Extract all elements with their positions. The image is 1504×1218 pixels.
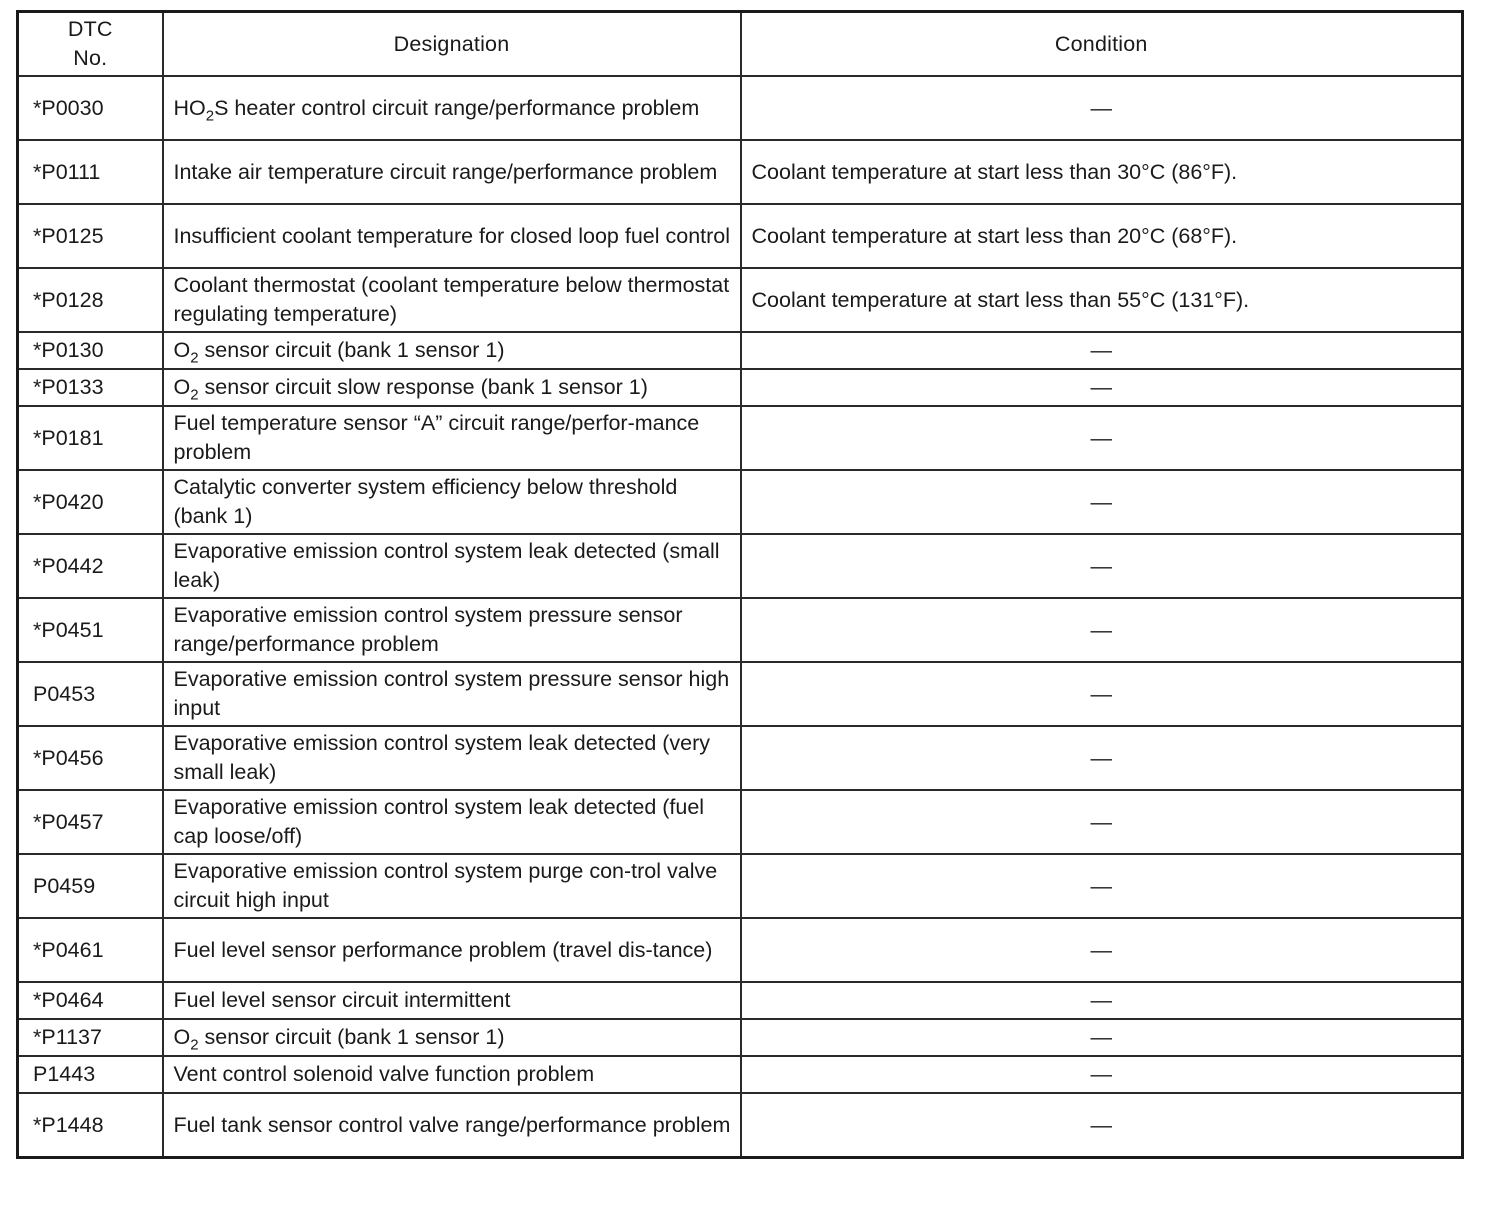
designation-text: Evaporative emission control system leak detected (small leak)	[173, 539, 720, 592]
designation-subscript: 2	[205, 106, 215, 124]
condition-cell: —	[741, 598, 1463, 662]
condition-cell: —	[741, 790, 1463, 854]
condition-cell: Coolant temperature at start less than 30°C (86°F).	[741, 140, 1463, 204]
designation-cell	[163, 726, 741, 790]
header-dtc-no-line2: No.	[73, 46, 108, 70]
designation-cell	[163, 1019, 741, 1056]
designation-cell	[163, 76, 741, 140]
dtc-number-cell: *P0461	[18, 918, 163, 982]
designation-text: O	[173, 338, 191, 362]
designation-subscript: 2	[190, 386, 199, 404]
designation-text: Evaporative emission control system pressure sensor high input	[173, 667, 730, 720]
designation-text: Fuel tank sensor control valve range/performance problem	[173, 1112, 731, 1137]
condition-cell: —	[741, 1019, 1463, 1056]
designation-text: Fuel level sensor circuit intermittent	[173, 988, 511, 1012]
dtc-number-cell: *P0111	[18, 140, 163, 204]
table-row	[18, 1093, 1463, 1158]
condition-cell: —	[741, 918, 1463, 982]
table-row	[18, 268, 1463, 332]
dtc-table	[16, 10, 1464, 1159]
designation-cell	[163, 369, 741, 406]
dtc-number-cell: *P0130	[18, 332, 163, 369]
dtc-number-cell: *P0133	[18, 369, 163, 406]
dtc-number-cell: *P0464	[18, 982, 163, 1019]
dtc-number-cell: *P0442	[18, 534, 163, 598]
designation-cell	[163, 790, 741, 854]
condition-cell: Coolant temperature at start less than 20°C (68°F).	[741, 204, 1463, 268]
condition-cell: Coolant temperature at start less than 55°C (131°F).	[741, 268, 1463, 332]
designation-text-cont: sensor circuit (bank 1 sensor 1)	[198, 338, 505, 362]
table-row	[18, 1019, 1463, 1056]
designation-cell	[163, 332, 741, 369]
dtc-number-cell: *P0456	[18, 726, 163, 790]
dtc-number-cell: *P1448	[18, 1093, 163, 1158]
table-row	[18, 470, 1463, 534]
designation-text: Intake air temperature circuit range/performance problem	[173, 159, 718, 184]
table-row	[18, 406, 1463, 470]
designation-cell	[163, 470, 741, 534]
designation-cell	[163, 204, 741, 268]
designation-cell	[163, 854, 741, 918]
condition-cell: —	[741, 470, 1463, 534]
designation-cell	[163, 982, 741, 1019]
table-row	[18, 598, 1463, 662]
condition-cell: —	[741, 406, 1463, 470]
dtc-number-cell: *P0420	[18, 470, 163, 534]
designation-text: Coolant thermostat (coolant temperature below thermostat regulating temperature)	[173, 273, 730, 326]
designation-text-cont: S heater control circuit range/performance problem	[214, 95, 700, 120]
condition-cell: —	[741, 76, 1463, 140]
designation-text: Fuel temperature sensor “A” circuit range/perfor-mance problem	[173, 411, 700, 464]
header-dtc-no	[18, 12, 163, 77]
condition-cell: —	[741, 369, 1463, 406]
table-row	[18, 332, 1463, 369]
table-row	[18, 726, 1463, 790]
designation-text-cont: sensor circuit slow response (bank 1 sensor 1)	[198, 375, 648, 399]
designation-cell	[163, 598, 741, 662]
designation-text-cont: sensor circuit (bank 1 sensor 1)	[198, 1025, 505, 1049]
dtc-number-cell: *P0457	[18, 790, 163, 854]
designation-cell	[163, 1093, 741, 1158]
dtc-number-cell: *P1137	[18, 1019, 163, 1056]
condition-cell: —	[741, 854, 1463, 918]
condition-cell: —	[741, 332, 1463, 369]
designation-text: O	[173, 1025, 191, 1049]
dtc-number-cell: *P0030	[18, 76, 163, 140]
designation-cell	[163, 918, 741, 982]
designation-text: Vent control solenoid valve function problem	[173, 1062, 595, 1086]
condition-cell: —	[741, 726, 1463, 790]
designation-text: O	[173, 375, 191, 399]
table-row	[18, 140, 1463, 204]
dtc-number-cell: P0459	[18, 854, 163, 918]
designation-text: Fuel level sensor performance problem (travel dis-tance)	[173, 937, 713, 962]
table-row	[18, 662, 1463, 726]
table-row	[18, 369, 1463, 406]
dtc-number-cell: *P0125	[18, 204, 163, 268]
designation-text: Insufficient coolant temperature for closed loop fuel control	[173, 223, 731, 248]
condition-cell: —	[741, 534, 1463, 598]
header-designation: Designation	[163, 12, 741, 77]
header-condition: Condition	[741, 12, 1463, 77]
designation-subscript: 2	[190, 349, 199, 367]
designation-text: Evaporative emission control system leak detected (fuel cap loose/off)	[173, 795, 705, 848]
designation-text: HO	[173, 95, 206, 120]
table-row	[18, 76, 1463, 140]
designation-text: Evaporative emission control system purge con-trol valve circuit high input	[173, 859, 718, 912]
designation-cell	[163, 1056, 741, 1093]
condition-cell: —	[741, 982, 1463, 1019]
designation-cell	[163, 268, 741, 332]
dtc-number-cell: *P0181	[18, 406, 163, 470]
designation-text: Evaporative emission control system leak detected (very small leak)	[173, 731, 711, 784]
dtc-number-cell: P0453	[18, 662, 163, 726]
designation-cell	[163, 406, 741, 470]
designation-cell	[163, 140, 741, 204]
dtc-number-cell: *P0451	[18, 598, 163, 662]
table-row	[18, 982, 1463, 1019]
condition-cell: —	[741, 1056, 1463, 1093]
designation-text: Catalytic converter system efficiency below threshold (bank 1)	[173, 475, 678, 528]
table-row	[18, 534, 1463, 598]
header-dtc-no-line1: DTC	[67, 17, 113, 41]
table-row	[18, 854, 1463, 918]
designation-subscript: 2	[190, 1036, 199, 1054]
table-header-row	[18, 12, 1463, 77]
dtc-number-cell: P1443	[18, 1056, 163, 1093]
table-row	[18, 204, 1463, 268]
table-row	[18, 790, 1463, 854]
designation-cell	[163, 662, 741, 726]
designation-text: Evaporative emission control system pressure sensor range/performance problem	[173, 603, 683, 656]
dtc-number-cell: *P0128	[18, 268, 163, 332]
table-row	[18, 1056, 1463, 1093]
table-row	[18, 918, 1463, 982]
designation-cell	[163, 534, 741, 598]
condition-cell: —	[741, 1093, 1463, 1158]
condition-cell: —	[741, 662, 1463, 726]
